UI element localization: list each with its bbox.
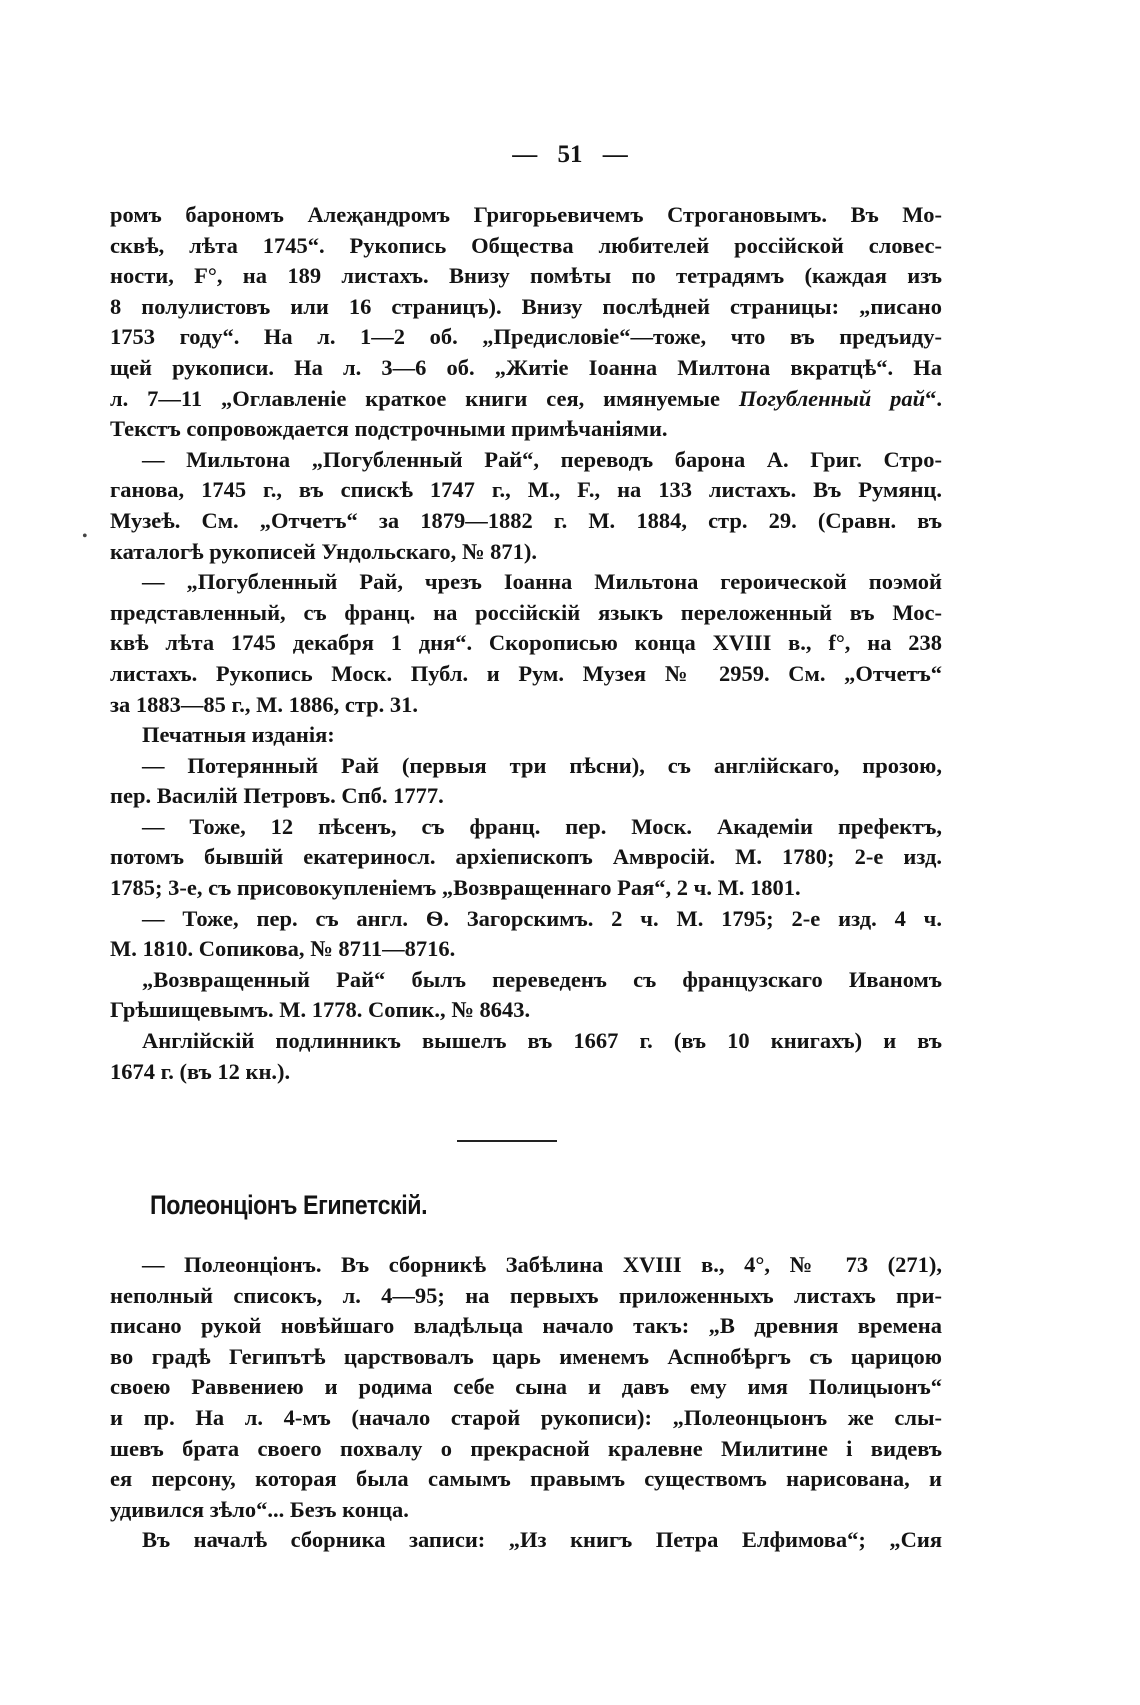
text-line: — Потерянный Рай (первыя три пѣсни), съ англійскаго, прозою, [142, 752, 942, 778]
page-number-line [0, 138, 1140, 172]
text-line [110, 384, 942, 415]
text-fragment: “. [925, 385, 942, 411]
paragraph-1 [110, 200, 942, 445]
text-line: и пр. На л. 4-мъ (начало старой рукописи): „Полеонцыонъ же слы- [110, 1404, 942, 1430]
margin-mark: • [82, 528, 88, 545]
body-text-block-2 [110, 1250, 942, 1556]
text-line: — Мильтона „Погубленный Рай“, переводъ барона А. Григ. Стро- [142, 446, 942, 472]
page-number-dash-left: — [512, 141, 538, 168]
paragraph-10 [110, 1250, 942, 1525]
text-line: М. 1810. Сопикова, № 8711—8716. [110, 936, 456, 962]
text-line: Грѣшищевымъ. М. 1778. Сопик., № 8643. [110, 997, 531, 1023]
text-line: 8 полулистовъ или 16 страницъ). Внизу послѣдней страницы: „писано [110, 293, 942, 319]
text-line: Печатныя изданія: [142, 722, 335, 748]
section-divider [457, 1140, 557, 1142]
text-line: сквѣ, лѣта 1745“. Рукопись Общества любителей россійской словес- [110, 232, 942, 258]
text-line: Въ началѣ сборника записи: „Из книгъ Петра Елфимова“; „Сия [142, 1527, 942, 1553]
paragraph-11 [110, 1525, 942, 1556]
text-line: Текстъ сопровождается подстрочными примѣчаніями. [110, 416, 668, 442]
paragraph-5 [110, 751, 942, 812]
text-line: представленный, съ франц. на россійскій языкъ переложенный въ Мос- [110, 599, 942, 625]
paragraph-8 [110, 965, 942, 1026]
body-text-block-1 [110, 200, 942, 1087]
text-line: своею Раввениею и родима себе сына и давъ ему имя Полицыонъ“ [110, 1374, 942, 1400]
text-line: листахъ. Рукопись Моск. Публ. и Рум. Музея № 2959. См. „Отчетъ“ [110, 660, 942, 686]
text-line: потомъ бывшій екатериносл. архіепископъ Амвросій. М. 1780; 2-е изд. [110, 844, 942, 870]
text-line: во градѣ Гегипътѣ царствовалъ царь именемъ Аспнобѣргъ съ царицою [110, 1343, 942, 1369]
paragraph-6 [110, 812, 942, 904]
text-line: — Тоже, пер. съ англ. Ѳ. Загорскимъ. 2 ч. М. 1795; 2-е изд. 4 ч. [142, 905, 942, 931]
text-line: квѣ лѣта 1745 декабря 1 дня“. Скорописью конца XVIII в., f°, на 238 [110, 630, 942, 656]
text-line: шевъ брата своего похвалу о прекрасной кралевне Милитине і видевъ [110, 1435, 942, 1461]
page-number: 51 [557, 141, 583, 168]
paragraph-3 [110, 567, 942, 720]
text-line: за 1883—85 г., М. 1886, стр. 31. [110, 691, 419, 717]
text-line: — Тоже, 12 пѣсенъ, съ франц. пер. Моск. Академіи префектъ, [142, 813, 942, 839]
paragraph-2 [110, 445, 942, 567]
text-line: неполный списокъ, л. 4—95; на первыхъ приложенныхъ листахъ при- [110, 1282, 942, 1308]
text-line: 1785; 3-е, съ присовокупленіемъ „Возвращеннаго Рая“, 2 ч. М. 1801. [110, 875, 801, 901]
text-line: 1674 г. (въ 12 кн.). [110, 1058, 291, 1084]
text-line: — „Погубленный Рай, чрезъ Іоанна Мильтона героической поэмой [142, 569, 942, 595]
text-line: — Полеонціонъ. Въ сборникѣ Забѣлина XVIII в., 4°, № 73 (271), [142, 1252, 942, 1277]
text-fragment: л. 7—11 „Оглавленіе краткое книги сея, имянуемые [110, 385, 739, 411]
section-heading: Полеонціонъ Египетскій. [150, 1190, 428, 1220]
text-line: Музеѣ. См. „Отчетъ“ за 1879—1882 г. М. 1884, стр. 29. (Сравн. въ [110, 507, 942, 533]
text-line: ности, F°, на 189 листахъ. Внизу помѣты по тетрадямъ (каждая изъ [110, 263, 942, 289]
text-line: 1753 году“. На л. 1—2 об. „Предисловіе“—тоже, что въ предъиду- [110, 324, 942, 350]
text-line: удивился зѣло“... Безъ конца. [110, 1496, 409, 1522]
paragraph-4 [110, 720, 942, 751]
text-line: „Возвращенный Рай“ былъ переведенъ съ французскаго Иваномъ [142, 966, 942, 992]
text-line: ромъ барономъ Алеҗандромъ Григорьевичемъ Строгановымъ. Въ Мо- [110, 202, 942, 227]
page-number-dash-right: — [602, 141, 628, 168]
text-line: ганова, 1745 г., въ спискѣ 1747 г., М., F., на 133 листахъ. Въ Румянц. [110, 477, 942, 503]
text-line: щей рукописи. На л. 3—6 об. „Житіе Іоанна Милтона вкратцѣ“. На [110, 354, 942, 380]
text-line: каталогѣ рукописей Ундольскаго, № 871). [110, 538, 538, 564]
italic-title: Погубленный рай [738, 385, 926, 411]
text-line: пер. Василій Петровъ. Спб. 1777. [110, 783, 444, 809]
paragraph-7 [110, 904, 942, 965]
text-line: ея персону, которая была самымъ правымъ существомъ нарисована, и [110, 1466, 942, 1492]
paragraph-9 [110, 1026, 942, 1087]
text-line: писано рукой новѣйшаго владѣльца начало такъ: „В древния времена [110, 1313, 942, 1339]
text-line: Англійскій подлинникъ вышелъ въ 1667 г. (въ 10 книгахъ) и въ [142, 1028, 942, 1054]
